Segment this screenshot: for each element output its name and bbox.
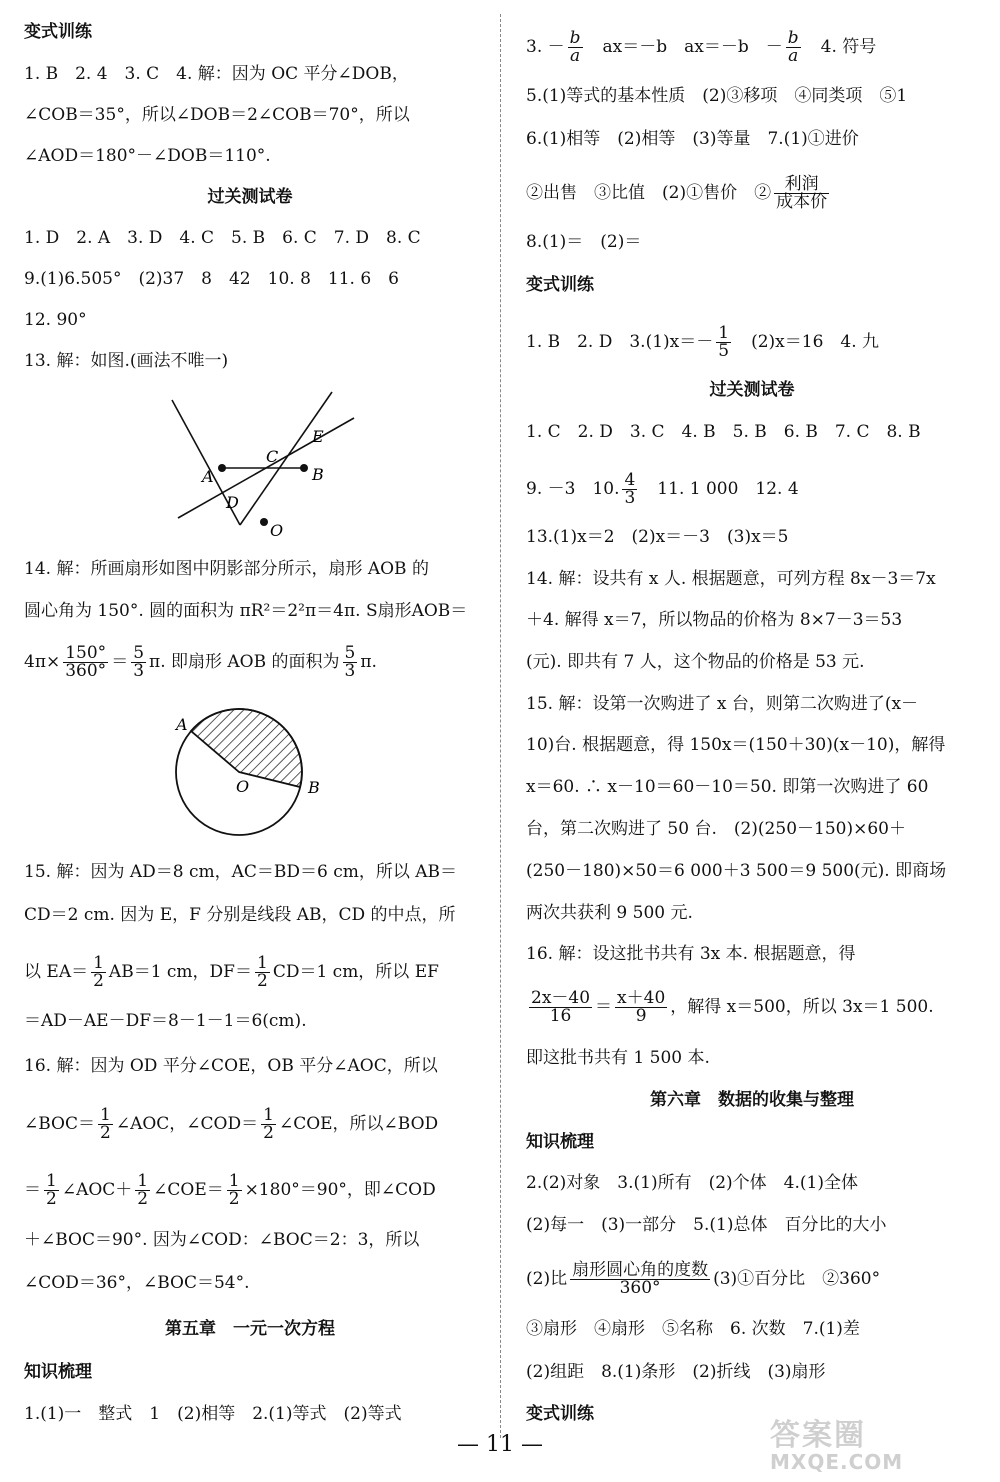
fraction: $\frac{1}{2}$ bbox=[228, 1171, 240, 1209]
fraction: $\frac{b}{a}$ bbox=[787, 28, 799, 66]
answer-line: 1.(1)一 整式 1 (2)相等 2.(1)等式 (2)等式 bbox=[24, 1404, 402, 1424]
answer-line: 两次共获利 9 500 元. bbox=[526, 903, 693, 923]
label-B: B bbox=[308, 778, 320, 797]
answer-line: ＋∠BOC＝90°. 因为∠COD：∠BOC＝2：3，所以 bbox=[24, 1230, 420, 1250]
fraction: $\frac{2x-40}{16}$ bbox=[531, 988, 591, 1026]
answer-line: 4π× $\frac{150^\circ}{360^\circ}$ ＝ $\frac{5}{3}$ π. 即扇形 AOB 的面积为 $\frac{5}{3}$ π. bbox=[24, 643, 377, 681]
label-E: E bbox=[312, 427, 324, 446]
answer-line: 16. 解：因为 OD 平分∠COE，OB 平分∠AOC，所以 bbox=[24, 1056, 438, 1076]
answer-line: ∠BOC＝ $\frac{1}{2}$ ∠AOC，∠COD＝ $\frac{1}{2}$ ∠COE，所以∠BOD bbox=[24, 1105, 439, 1143]
section-heading: 知识梳理 bbox=[24, 1362, 92, 1382]
answer-line: ＝ $\frac{1}{2}$ ∠AOC＋ $\frac{1}{2}$ ∠COE＝ $\frac{1}{2}$ ×180°＝90°，即∠COD bbox=[24, 1171, 436, 1209]
section-heading: 变式训练 bbox=[526, 1404, 594, 1424]
answer-line: (2)组距 8.(1)条形 (2)折线 (3)扇形 bbox=[526, 1362, 826, 1382]
page-number: — 11 — bbox=[457, 1432, 543, 1457]
label-O: O bbox=[236, 777, 250, 796]
fraction: $\frac{x+40}{9}$ bbox=[617, 988, 666, 1026]
label-O: O bbox=[270, 521, 284, 540]
label-A: A bbox=[202, 467, 214, 486]
watermark-logo: 答案圈 MXQE.COM bbox=[770, 1418, 904, 1474]
answer-line: 1. D 2. A 3. D 4. C 5. B 6. C 7. D 8. C bbox=[24, 228, 421, 248]
answer-line: ②出售 ③比值 (2)①售价 ② $\frac{\text{利润}}{\text{成本价}}$ bbox=[526, 174, 828, 212]
answer-line: (250－180)×50＝6 000＋3 500＝9 500(元). 即商场 bbox=[526, 861, 947, 881]
answer-line: 9.(1)6.505° (2)37 8 42 10. 8 11. 6 6 bbox=[24, 269, 399, 289]
answer-line: 13. 解：如图.(画法不唯一) bbox=[24, 351, 229, 371]
section-heading: 过关测试卷 bbox=[709, 380, 795, 400]
answer-line: ∠COB＝35°，所以∠DOB＝2∠COB＝70°，所以 bbox=[24, 105, 410, 125]
fraction: $\frac{5}{3}$ bbox=[344, 643, 356, 681]
fraction: $\frac{1}{5}$ bbox=[718, 323, 730, 361]
answer-line: 8.(1)＝ (2)＝ bbox=[526, 232, 642, 252]
section-heading: 知识梳理 bbox=[526, 1132, 594, 1152]
section-heading: 变式训练 bbox=[526, 275, 594, 295]
sector-circle-figure bbox=[164, 700, 364, 845]
answer-line: 16. 解：设这批书共有 3x 本. 根据题意，得 bbox=[526, 944, 856, 964]
answer-line: $\frac{2x-40}{16}$ ＝ $\frac{x+40}{9}$ ，解得 x＝500，所以 3x＝1 500. bbox=[531, 988, 934, 1026]
fraction: $\frac{1}{2}$ bbox=[256, 953, 268, 991]
answer-line: 15. 解：设第一次购进了 x 台，则第二次购进了(x－ bbox=[526, 694, 919, 714]
fraction: $\frac{1}{2}$ bbox=[137, 1171, 149, 1209]
answer-line: 1. B 2. 4 3. C 4. 解：因为 OC 平分∠DOB， bbox=[24, 64, 409, 84]
answer-line: 1. C 2. D 3. C 4. B 5. B 6. B 7. C 8. B bbox=[526, 422, 921, 442]
answer-line: CD＝2 cm. 因为 E，F 分别是线段 AB，CD 的中点，所 bbox=[24, 905, 456, 925]
answer-line: 即这批书共有 1 500 本. bbox=[526, 1048, 710, 1068]
answer-line: 以 EA＝ $\frac{1}{2}$ AB＝1 cm，DF＝ $\frac{1}{2}$ CD＝1 cm，所以 EF bbox=[24, 953, 439, 991]
fraction: $\frac{1}{2}$ bbox=[263, 1105, 274, 1143]
answer-line: 12. 90° bbox=[24, 310, 87, 330]
answer-line: 10)台. 根据题意，得 150x＝(150＋30)(x－10)，解得 bbox=[526, 735, 946, 755]
fraction: $\frac{4}{3}$ bbox=[624, 470, 636, 508]
fraction: $\frac{150^\circ}{360^\circ}$ bbox=[65, 643, 107, 681]
answer-line: 14. 解：设共有 x 人. 根据题意，可列方程 8x－3＝7x bbox=[526, 569, 936, 589]
fraction: $\frac{5}{3}$ bbox=[133, 643, 145, 681]
fraction: $\frac{1}{2}$ bbox=[93, 953, 104, 991]
answer-line: ＋4. 解得 x＝7，所以物品的价格为 8×7－3＝53 bbox=[526, 610, 903, 630]
label-A: A bbox=[176, 715, 188, 734]
answer-line: 台，第二次购进了 50 台. (2)(250－150)×60＋ bbox=[526, 819, 906, 839]
label-C: C bbox=[266, 447, 279, 466]
fraction: $\frac{1}{2}$ bbox=[100, 1105, 111, 1143]
answer-line: 15. 解：因为 AD＝8 cm，AC＝BD＝6 cm，所以 AB＝ bbox=[24, 862, 458, 882]
answer-line: ∠AOD＝180°－∠DOB＝110°. bbox=[24, 146, 271, 166]
chapter-heading: 第六章 数据的收集与整理 bbox=[650, 1090, 854, 1110]
answer-line: ∠COD＝36°，∠BOC＝54°. bbox=[24, 1273, 250, 1293]
answer-line: 2.(2)对象 3.(1)所有 (2)个体 4.(1)全体 bbox=[526, 1173, 858, 1193]
answer-line: 6.(1)相等 (2)相等 (3)等量 7.(1)①进价 bbox=[526, 129, 859, 149]
answer-line: 13.(1)x＝2 (2)x＝－3 (3)x＝5 bbox=[526, 527, 789, 547]
label-B: B bbox=[312, 465, 324, 484]
answer-line: 5.(1)等式的基本性质 (2)③移项 ④同类项 ⑤1 bbox=[526, 86, 908, 106]
column-divider bbox=[500, 14, 501, 1438]
fraction: $\frac{b}{a}$ bbox=[569, 28, 581, 66]
answer-line: 14. 解：所画扇形如图中阴影部分所示，扇形 AOB 的 bbox=[24, 559, 429, 579]
fraction: $\frac{1}{2}$ bbox=[46, 1171, 57, 1209]
section-heading: 变式训练 bbox=[24, 22, 92, 42]
answer-line: 9. －3 10. $\frac{4}{3}$ 11. 1 000 12. 4 bbox=[526, 470, 799, 508]
fraction: $\frac{\text{利润}}{\text{成本价}}$ bbox=[776, 174, 828, 212]
section-heading: 过关测试卷 bbox=[207, 187, 293, 207]
fraction: $\frac{\text{扇形圆心角的度数}}{360^\circ}$ bbox=[572, 1260, 709, 1298]
geometry-figure-lines bbox=[142, 390, 372, 540]
chapter-heading: 第五章 一元一次方程 bbox=[165, 1319, 335, 1339]
answer-line: 1. B 2. D 3.(1)x＝－ $\frac{1}{5}$ (2)x＝16 4. 九 bbox=[526, 323, 880, 361]
answer-line: 3. － $\frac{b}{a}$ ax＝－b ax＝－b － $\frac{b}{a}$ 4. 符号 bbox=[526, 28, 877, 66]
answer-line: 圆心角为 150°. 圆的面积为 πR²＝2²π＝4π. S扇形AOB＝ bbox=[24, 601, 468, 621]
label-D: D bbox=[226, 493, 239, 512]
answer-line: (2)比 $\frac{\text{扇形圆心角的度数}}{360^\circ}$ (3)①百分比 ②360° bbox=[526, 1260, 881, 1298]
answer-line: (元). 即共有 7 人，这个物品的价格是 53 元. bbox=[526, 652, 865, 672]
answer-line: x＝60. ∴ x－10＝60－10＝50. 即第一次购进了 60 bbox=[526, 777, 929, 797]
answer-line: (2)每一 (3)一部分 5.(1)总体 百分比的大小 bbox=[526, 1215, 887, 1235]
answer-line: ＝AD－AE－DF＝8－1－1＝6(cm). bbox=[24, 1011, 307, 1031]
answer-line: ③扇形 ④扇形 ⑤名称 6. 次数 7.(1)差 bbox=[526, 1319, 860, 1339]
